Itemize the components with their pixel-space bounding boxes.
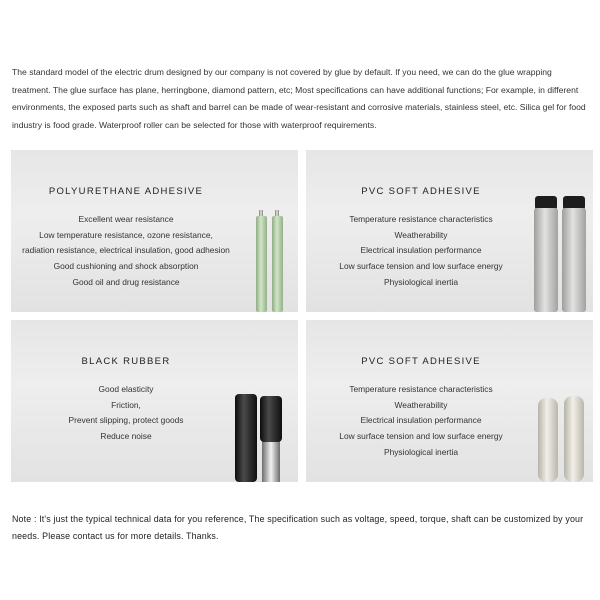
feature-item: Weatherability: [394, 399, 448, 410]
feature-item: radiation resistance, electrical insulation, good adhesion: [22, 245, 230, 256]
feature-item: Temperature resistance characteristics: [349, 214, 493, 224]
feature-item: Reduce noise: [100, 431, 152, 442]
card-title: POLYURETHANE ADHESIVE: [48, 186, 204, 197]
card-title: PVC SOFT ADHESIVE: [361, 356, 481, 367]
intro-paragraph: The standard model of the electric drum designed by our company is not covered by glue by default. If you need, we can do the glue wrapping treatment. The glue surface has plane, herringbone, diamond pattern, etc; Most specifications can have additional functions; For example, in different environments, the exposed parts such as shaft and barrel can be made of wear-resistant and corrosive materials, stainless steel, etc. Silica gel for food industry is food grade. Waterproof roller can be selected for those with waterproof requirements.: [12, 67, 586, 130]
feature-item: Physiological inertia: [383, 446, 459, 457]
feature-item: Good elasticity: [98, 384, 154, 394]
feature-item: Weatherability: [394, 229, 448, 240]
feature-list: [306, 212, 536, 291]
pvc-light-roller-image: [534, 392, 592, 482]
feature-item: Physiological inertia: [383, 276, 459, 287]
black-rubber-roller-image: [231, 392, 291, 482]
pvc-soft-adhesive-card: [306, 150, 593, 312]
feature-item: Excellent wear resistance: [78, 214, 174, 224]
feature-item: Good cushioning and shock absorption: [53, 261, 199, 272]
feature-item: Friction,: [111, 399, 141, 410]
feature-item: Low temperature resistance, ozone resistance,: [39, 229, 213, 240]
feature-item: Good oil and drug resistance: [72, 276, 180, 287]
feature-item: Low surface tension and low surface energy: [339, 261, 503, 272]
feature-item: Temperature resistance characteristics: [349, 384, 493, 394]
polyurethane-adhesive-card: [11, 150, 298, 312]
pvc-soft-adhesive-card-2: [306, 320, 593, 482]
feature-item: Electrical insulation performance: [360, 245, 482, 256]
feature-list: [11, 382, 241, 445]
polyurethane-roller-image: [254, 208, 288, 312]
card-title: PVC SOFT ADHESIVE: [361, 186, 481, 197]
feature-list: [11, 212, 241, 291]
feature-item: Electrical insulation performance: [360, 415, 482, 426]
pvc-roller-image: [531, 192, 591, 312]
feature-item: Prevent slipping, protect goods: [68, 415, 184, 426]
note-paragraph: Note : It's just the typical technical data for you reference, The specification such as voltage, speed, torque, shaft can be customized by your needs. Please contact us for more details. Thanks.: [12, 514, 584, 541]
feature-list: [306, 382, 536, 461]
feature-item: Low surface tension and low surface energy: [339, 431, 503, 442]
card-title: BLACK RUBBER: [81, 356, 171, 367]
black-rubber-card: [11, 320, 298, 482]
